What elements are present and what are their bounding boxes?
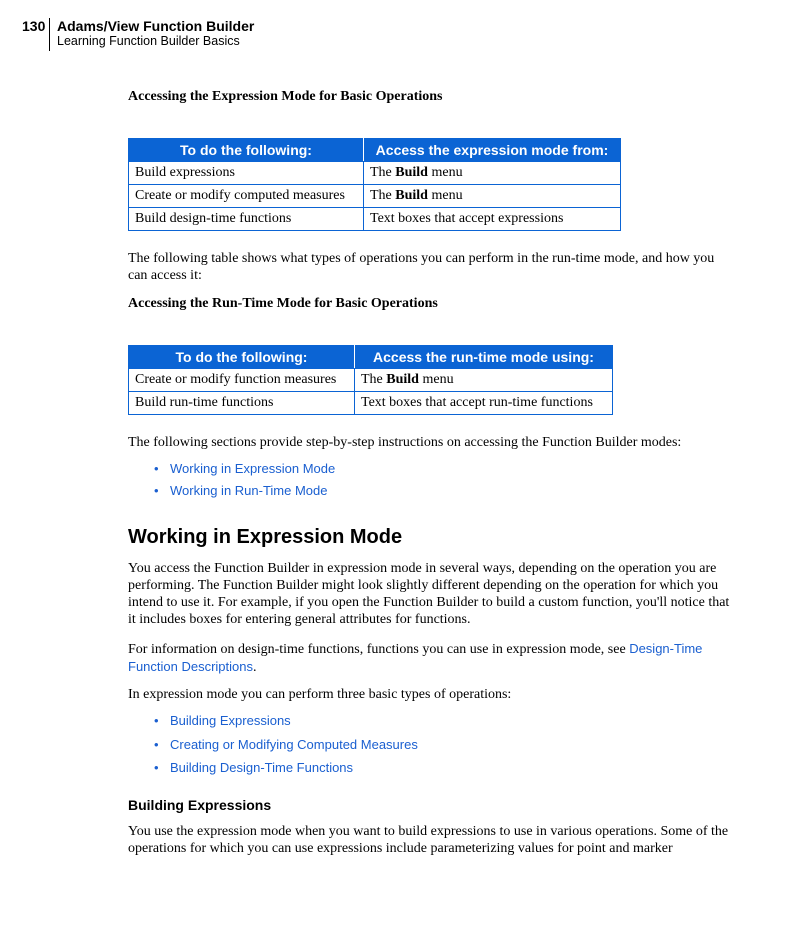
runtime-mode-table bbox=[128, 345, 613, 415]
link-creating-or-modifying-computed-measures[interactable]: • Creating or Modifying Computed Measures bbox=[154, 737, 418, 752]
table-row bbox=[129, 162, 621, 185]
link-building-design-time-functions[interactable]: • Building Design-Time Functions bbox=[154, 760, 354, 775]
table-cell: Create or modify function measures bbox=[129, 369, 355, 392]
link-design-time-function-descriptions[interactable]: Design-Time Function Descriptions bbox=[128, 641, 703, 674]
table-cell: The Build menu bbox=[364, 185, 621, 208]
operation-links-list bbox=[154, 712, 418, 781]
table-cell: Text boxes that accept run-time functions bbox=[355, 392, 613, 415]
table-cell: The Build menu bbox=[355, 369, 613, 392]
expression-mode-paragraph: You access the Function Builder in expression mode in several ways, depending on the operation you are performing. The Function Builder might look slightly different depending on the operation for which you intend to use it. For example, if you open the Function Builder to build a custom function, you'll notice that it includes boxes for entering general attributes for functions. bbox=[128, 561, 730, 627]
table-row bbox=[129, 185, 621, 208]
bullet-icon: • bbox=[154, 760, 159, 775]
page-number: 130 bbox=[22, 18, 46, 34]
three-types-paragraph: In expression mode you can perform three basic types of operations: bbox=[128, 687, 512, 702]
table-cell: The Build menu bbox=[364, 162, 621, 185]
design-time-paragraph: For information on design-time functions, functions you can use in expression mode, see Design-Time Function Descriptions. bbox=[128, 641, 703, 675]
table-row bbox=[129, 208, 621, 231]
bullet-icon: • bbox=[154, 737, 159, 752]
bullet-icon: • bbox=[154, 713, 159, 728]
table-row bbox=[129, 369, 613, 392]
table1-header-task: To do the following: bbox=[129, 139, 364, 162]
table1-caption: Accessing the Expression Mode for Basic Operations bbox=[128, 89, 443, 104]
sections-intro-paragraph: The following sections provide step-by-step instructions on accessing the Function Builder modes: bbox=[128, 435, 682, 450]
table-cell: Build run-time functions bbox=[129, 392, 355, 415]
table-cell: Build design-time functions bbox=[129, 208, 364, 231]
header-divider bbox=[49, 18, 50, 51]
table-cell: Text boxes that accept expressions bbox=[364, 208, 621, 231]
runtime-intro-paragraph: The following table shows what types of operations you can perform in the run-time mode, and how you can access it: bbox=[128, 251, 715, 283]
building-expressions-paragraph: You use the expression mode when you want to build expressions to use in various operations. Some of the operations for which you can use expressions include parameterizing values for point and marker bbox=[128, 824, 729, 856]
table2-header-access: Access the run-time mode using: bbox=[355, 346, 613, 369]
link-working-in-expression-mode[interactable]: • Working in Expression Mode bbox=[154, 461, 336, 476]
link-building-expressions[interactable]: • Building Expressions bbox=[154, 713, 291, 728]
header-title: Adams/View Function Builder bbox=[57, 18, 255, 34]
table-row bbox=[129, 392, 613, 415]
section-links-list bbox=[154, 460, 335, 504]
bullet-icon: • bbox=[154, 483, 159, 498]
subheading-building-expressions: Building Expressions bbox=[128, 797, 272, 813]
table-cell: Build expressions bbox=[129, 162, 364, 185]
table2-header-task: To do the following: bbox=[129, 346, 355, 369]
table2-caption: Accessing the Run-Time Mode for Basic Operations bbox=[128, 296, 438, 311]
table1-header-access: Access the expression mode from: bbox=[364, 139, 621, 162]
link-working-in-run-time-mode[interactable]: • Working in Run-Time Mode bbox=[154, 483, 328, 498]
section-heading: Working in Expression Mode bbox=[128, 526, 403, 548]
expression-mode-table bbox=[128, 138, 621, 231]
table-cell: Create or modify computed measures bbox=[129, 185, 364, 208]
header-subtitle: Learning Function Builder Basics bbox=[57, 34, 240, 48]
bullet-icon: • bbox=[154, 461, 159, 476]
